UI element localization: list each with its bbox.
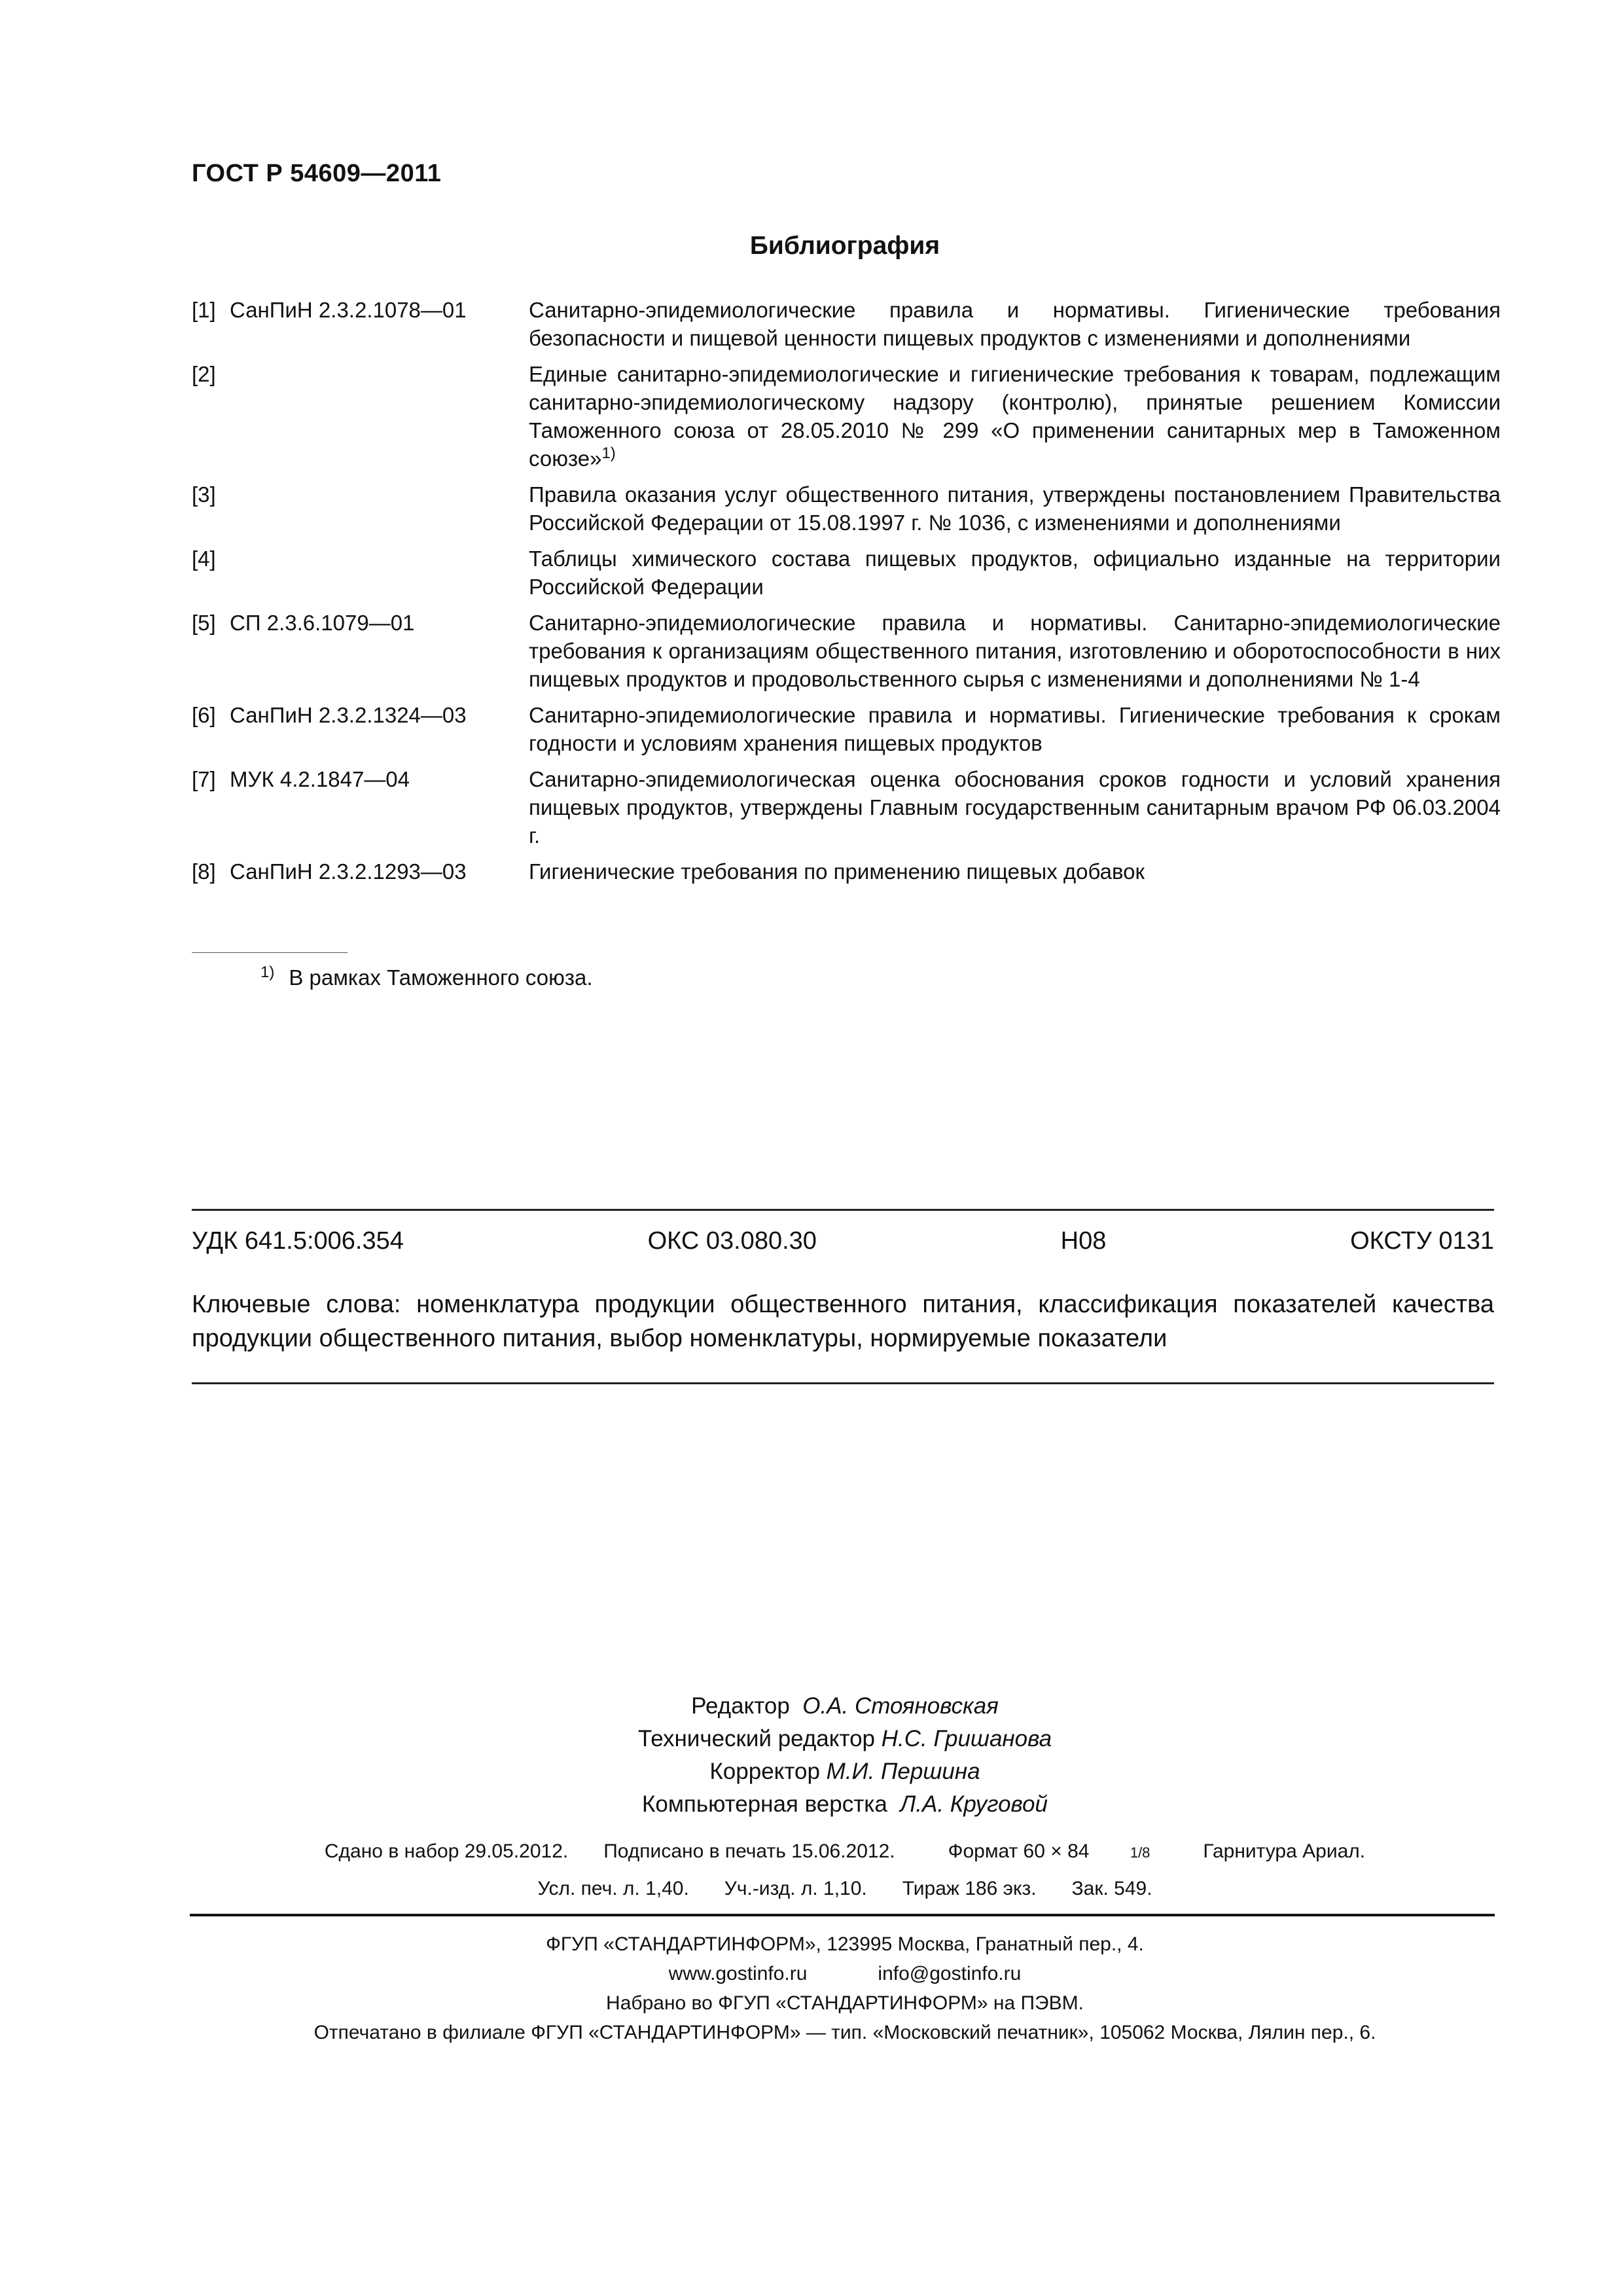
- document-code: ГОСТ Р 54609—2011: [192, 160, 442, 187]
- bibliography-entry-4: [192, 545, 1501, 609]
- credit-role: Редактор: [691, 1693, 790, 1719]
- bibliography-entry-5: [192, 609, 1501, 701]
- typeface: Гарнитура Ариал.: [1203, 1840, 1366, 1862]
- publication-line-2: [0, 1878, 1623, 1900]
- entry-code: [230, 480, 529, 545]
- entry-number: [6]: [192, 703, 216, 727]
- entry-description: Санитарно-эпидемиологические правила и нормативы. Гигиенические требования безопасности и пищевой ценности пищевых продуктов с изменениями и дополнениями: [529, 298, 1501, 350]
- bibliography-entry-1: [192, 296, 1501, 360]
- printed-note: Отпечатано в филиале ФГУП «СТАНДАРТИНФОРМ» — тип. «Московский печатник», 105062 Москва, Лялин пер., 6.: [313, 2022, 1376, 2043]
- udk-code: УДК 641.5:006.354: [192, 1227, 404, 1255]
- order-number: Зак. 549.: [1071, 1878, 1152, 1899]
- footnote: [260, 963, 593, 990]
- credit-technical-editor: [0, 1723, 1623, 1755]
- entry-number: [8]: [192, 859, 216, 884]
- paper-format: [931, 1840, 1168, 1862]
- imprint-rule: [190, 1914, 1495, 1916]
- credit-role: Корректор: [709, 1759, 820, 1784]
- entry-description: Санитарно-эпидемиологические правила и нормативы. Санитарно-эпидемиологические требования к организациям общественного питания, изготовлению и оборотоспособности в них пищевых продуктов и продовольственного сырья с изменениями и дополнениями № 1-4: [529, 611, 1501, 691]
- classification-top-rule: [192, 1209, 1494, 1211]
- entry-code: [230, 360, 529, 480]
- publisher-address: ФГУП «СТАНДАРТИНФОРМ», 123995 Москва, Гранатный пер., 4.: [546, 1933, 1144, 1955]
- entry-code: СанПиН 2.3.2.1293—03: [230, 859, 467, 884]
- group-code: Н08: [1060, 1227, 1107, 1255]
- entry-description: Таблицы химического состава пищевых продуктов, официально изданные на территории Российской Федерации: [529, 547, 1501, 599]
- credit-proofreader: [0, 1755, 1623, 1788]
- entry-code: [230, 545, 529, 609]
- entry-code: МУК 4.2.1847—04: [230, 767, 410, 791]
- circulation: Тираж 186 экз.: [902, 1878, 1037, 1899]
- credit-role: Технический редактор: [637, 1726, 876, 1751]
- submitted-date: Сдано в набор 29.05.2012.: [324, 1840, 569, 1862]
- classification-codes: [192, 1227, 1494, 1255]
- bibliography-entry-3: [192, 480, 1501, 545]
- format-label: Формат 60 × 84: [948, 1840, 1090, 1862]
- imprint: [0, 1929, 1623, 2047]
- credit-name: Л.А. Круговой: [900, 1791, 1048, 1817]
- email-link[interactable]: info@gostinfo.ru: [878, 1963, 1022, 1984]
- entry-number: [7]: [192, 767, 216, 791]
- keywords: Ключевые слова: номенклатура продукции общественного питания, классификация показателей качества продукции общественного питания, выбор номенклатуры, нормируемые показатели: [192, 1291, 1494, 1352]
- publisher-sheets: Уч.-изд. л. 1,10.: [724, 1878, 867, 1899]
- footnote-reference: 1): [601, 444, 616, 462]
- bibliography-entry-6: [192, 701, 1501, 765]
- entry-description: Правила оказания услуг общественного питания, утверждены постановлением Правительства Российской Федерации от 15.08.1997 г. № 1036, с изменениями и дополнениями: [529, 482, 1501, 535]
- bibliography-entry-7: [192, 765, 1501, 857]
- bibliography-title: Библиография: [749, 232, 940, 260]
- credit-name: М.И. Першина: [826, 1759, 980, 1784]
- entry-description: Санитарно-эпидемиологические правила и нормативы. Гигиенические требования к срокам годности и условиям хранения пищевых продуктов: [529, 703, 1501, 755]
- entry-number: [1]: [192, 298, 216, 322]
- credits: [0, 1690, 1623, 1821]
- okstu-code: ОКСТУ 0131: [1350, 1227, 1494, 1255]
- entry-description: Единые санитарно-эпидемиологические и гигиенические требования к товарам, подлежащим санитарно-эпидемиологическому надзору (контролю), принятые решением Комиссии Таможенного союза от 28.05.2010 № 299 «О применении санитарных мер в Таможенном союзе»: [529, 362, 1501, 471]
- entry-number: [5]: [192, 611, 216, 635]
- publication-line-1: [0, 1840, 1623, 1863]
- entry-code: СанПиН 2.3.2.1078—01: [230, 298, 467, 322]
- typeset-note: Набрано во ФГУП «СТАНДАРТИНФОРМ» на ПЭВМ.: [606, 1992, 1084, 2014]
- entry-code: СанПиН 2.3.2.1324—03: [230, 703, 467, 727]
- credit-name: О.А. Стояновская: [802, 1693, 999, 1719]
- entry-description: Санитарно-эпидемиологическая оценка обоснования сроков годности и условий хранения пищевых продуктов, утверждены Главным государственным санитарным врачом РФ 06.03.2004 г.: [529, 767, 1501, 848]
- keywords-bottom-rule: [192, 1382, 1494, 1384]
- bibliography-entry-8: [192, 857, 1501, 893]
- entry-number: [2]: [192, 362, 216, 386]
- bibliography-entry-2: [192, 360, 1501, 480]
- credit-role: Компьютерная верстка: [641, 1791, 887, 1817]
- signed-date: Подписано в печать 15.06.2012.: [603, 1840, 895, 1862]
- footnote-text: В рамках Таможенного союза.: [289, 965, 593, 990]
- oks-code: ОКС 03.080.30: [647, 1227, 817, 1255]
- print-sheets: Усл. печ. л. 1,40.: [537, 1878, 689, 1899]
- entry-number: [4]: [192, 547, 216, 571]
- contacts: [0, 1959, 1623, 1988]
- entry-description-cell: [529, 360, 1501, 480]
- entry-code: СП 2.3.6.1079—01: [230, 611, 415, 635]
- format-fraction: 1/8: [1130, 1844, 1150, 1861]
- credit-editor: [0, 1690, 1623, 1723]
- entry-number: [3]: [192, 482, 216, 507]
- footnote-divider: [192, 952, 348, 953]
- footnote-mark: 1): [260, 963, 275, 981]
- credit-name: Н.С. Гришанова: [881, 1726, 1052, 1751]
- credit-layout: [0, 1788, 1623, 1821]
- website-link[interactable]: www.gostinfo.ru: [668, 1963, 808, 1984]
- bibliography-list: [192, 296, 1501, 893]
- entry-description: Гигиенические требования по применению пищевых добавок: [529, 859, 1145, 884]
